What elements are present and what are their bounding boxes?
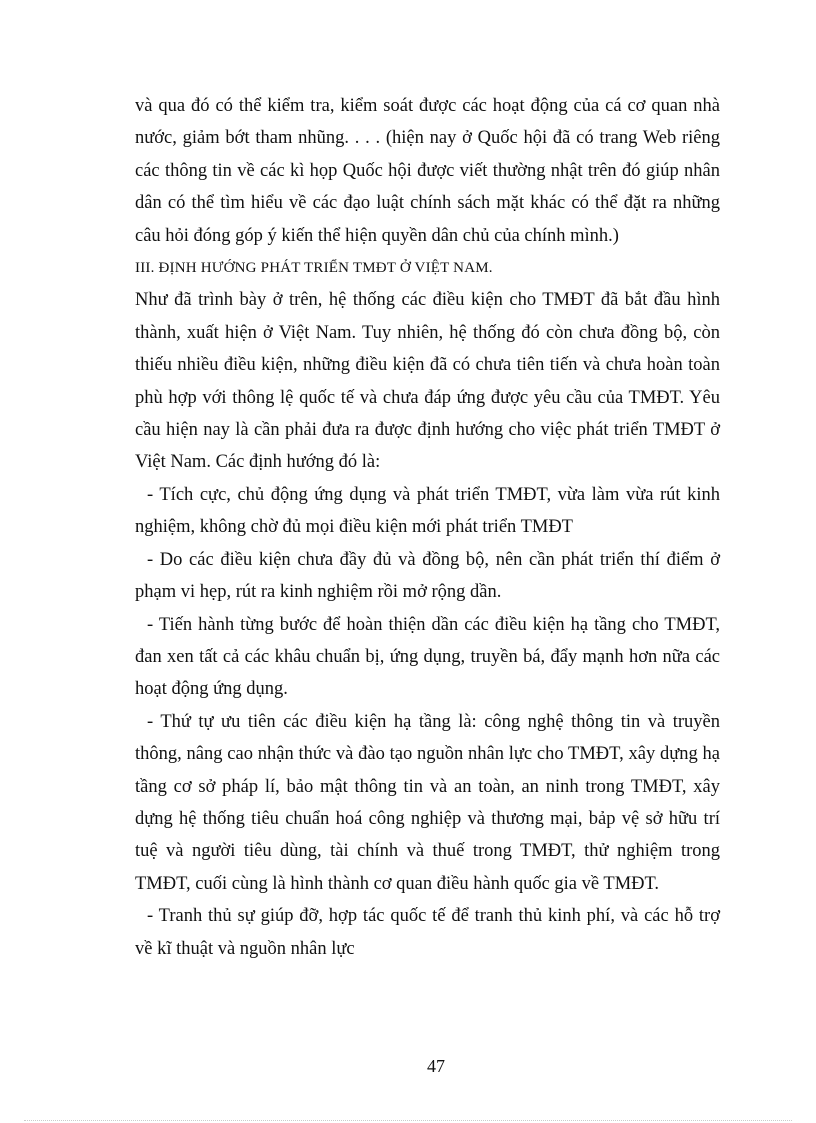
list-item: - Tiến hành từng bước để hoàn thiện dần các điều kiện hạ tầng cho TMĐT, đan xen tất cả các khâu chuẩn bị, ứng dụng, truyền bá, đẩy mạnh hơn nữa các hoạt động ứng dụng. xyxy=(135,614,720,700)
page-number: 47 xyxy=(427,1056,445,1076)
page-body xyxy=(135,90,720,965)
list-item: - Do các điều kiện chưa đầy đủ và đồng bộ, nên cần phát triển thí điểm ở phạm vi hẹp, rút ra kinh nghiệm rồi mở rộng dần. xyxy=(135,549,720,603)
paragraph-overview: Như đã trình bày ở trên, hệ thống các điều kiện cho TMĐT đã bắt đầu hình thành, xuất hiện ở Việt Nam. Tuy nhiên, hệ thống đó còn chưa đồng bộ, còn thiếu nhiều điều kiện, những điều kiện đã có chưa tiên tiến và chưa hoàn toàn phù hợp với thông lệ quốc tế và chưa đáp ứng được yêu cầu của TMĐT. Yêu cầu hiện nay là cần phải đưa ra được định hướng cho việc phát triển TMĐT ở Việt Nam. Các định hướng đó là: xyxy=(135,290,720,473)
footer-divider xyxy=(24,1120,792,1121)
paragraph-intro-continuation: và qua đó có thể kiểm tra, kiểm soát được các hoạt động của cá cơ quan nhà nước, giảm bớt tham nhũng. . . . (hiện nay ở Quốc hội đã có trang Web riêng các thông tin về các kì họp Quốc hội được viết thường nhật trên đó giúp nhân dân có thể tìm hiểu về các đạo luật chính sách mặt khác có thể đặt ra những câu hỏi đóng góp ý kiến thể hiện quyền dân chủ của chính mình.) xyxy=(135,96,720,246)
list-item: - Tranh thủ sự giúp đỡ, hợp tác quốc tế để tranh thủ kinh phí, và các hỗ trợ về kĩ thuật và nguồn nhân lực xyxy=(135,906,720,959)
list-item: - Tích cực, chủ động ứng dụng và phát triển TMĐT, vừa làm vừa rút kinh nghiệm, không chờ đủ mọi điều kiện mới phát triển TMĐT xyxy=(135,484,720,538)
list-item: - Thứ tự ưu tiên các điều kiện hạ tầng là: công nghệ thông tin và truyền thông, nâng cao nhận thức và đào tạo nguồn nhân lực cho TMĐT, xây dựng hạ tầng cơ sở pháp lí, bảo mật thông tin và an toàn, an ninh trong TMĐT, xây dựng hệ thống tiêu chuẩn hoá công nghiệp và thương mại, bảp vệ sở hữu trí tuệ và người tiêu dùng, tài chính và thuế trong TMĐT, thử nghiệm trong TMĐT, cuối cùng là hình thành cơ quan điều hành quốc gia về TMĐT. xyxy=(135,711,720,894)
section-heading: III. ĐỊNH HƯỚNG PHÁT TRIỂN TMĐT Ở VIỆT NAM. xyxy=(135,260,493,277)
